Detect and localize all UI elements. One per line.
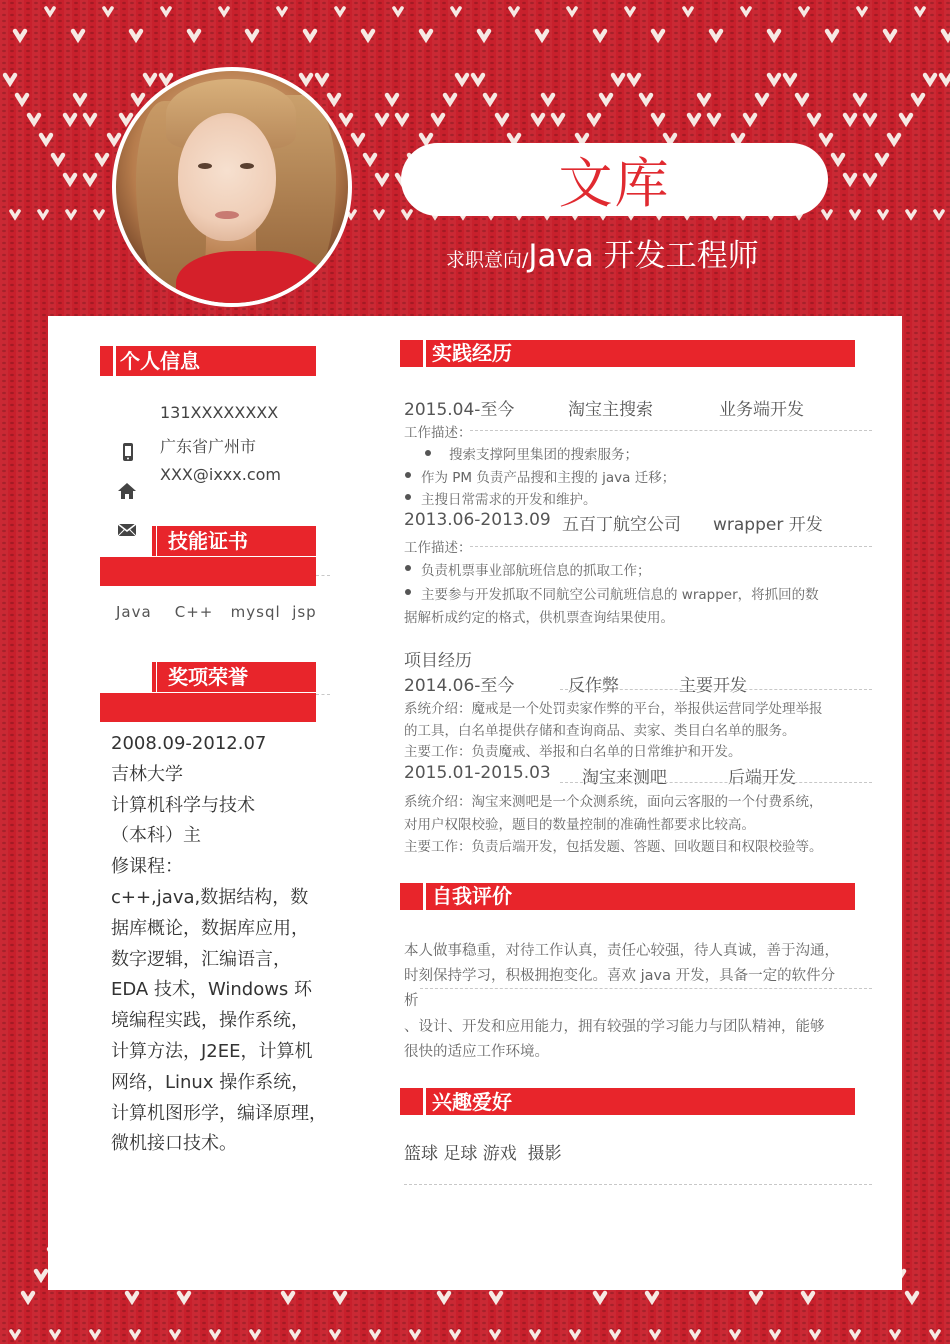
divider	[404, 1184, 872, 1185]
job2-bullet-1: 负责机票事业部航班信息的抓取工作；	[421, 563, 651, 579]
mail-icon	[117, 520, 137, 540]
job-intent-title: Java 开发工程师	[528, 238, 759, 274]
proj2-date: 2015.01-2015.03	[404, 763, 551, 783]
section-mark	[423, 340, 426, 367]
section-bar-awards-lower	[100, 693, 316, 722]
profile-photo	[112, 67, 352, 307]
section-title-personal: 个人信息	[120, 349, 200, 373]
job2-desc-label: 工作描述：	[404, 540, 472, 556]
education-line: 计算方法，J2EE，计算机	[111, 1041, 313, 1062]
self-eval-line-1: 本人做事稳重，对待工作认真，责任心较强，待人真诚，善于沟通，	[404, 943, 839, 959]
project-label: 项目经历	[404, 651, 472, 671]
proj2-role: 后端开发	[728, 768, 796, 788]
education-line: （本科）主	[111, 825, 201, 847]
section-mark	[113, 346, 116, 376]
job2-company: 五百丁航空公司	[562, 515, 681, 535]
education-line: 2008.09-2012.07	[111, 733, 267, 754]
education-line: c++,java,数据结构，数	[111, 887, 309, 908]
bullet	[405, 565, 411, 571]
section-title-skills: 技能证书	[168, 529, 248, 553]
section-bar-skills-lower	[100, 557, 316, 586]
self-eval-line-5: 很快的适应工作环境。	[404, 1044, 549, 1060]
proj1-date: 2014.06-至今	[404, 676, 515, 696]
hobbies-list: 篮球 足球 游戏 摄影	[404, 1144, 562, 1164]
divider	[560, 689, 872, 690]
job2-role: wrapper 开发	[713, 515, 823, 535]
education-line: 网络，Linux 操作系统，	[111, 1071, 310, 1093]
job1-bullet-1: 搜索支撑阿里集团的搜索服务；	[449, 447, 638, 463]
section-mark	[423, 883, 426, 910]
job-intent-label: 求职意向/	[446, 249, 529, 271]
job1-bullet-2: 作为 PM 负责产品搜和主搜的 java 迁移；	[421, 470, 676, 486]
bullet	[405, 494, 411, 500]
education-line: 吉林大学	[111, 763, 183, 785]
job1-bullet-3: 主搜日常需求的开发和维护。	[421, 492, 597, 508]
job1-date: 2015.04-至今	[404, 400, 515, 420]
education-line: 修课程：	[111, 856, 183, 878]
education-line: 计算机图形学，编译原理，	[111, 1102, 327, 1124]
education-line: 计算机科学与技术	[111, 794, 255, 816]
section-title-practice: 实践经历	[432, 341, 512, 365]
job-intent	[446, 230, 759, 275]
name-banner	[401, 143, 828, 216]
home-icon	[117, 481, 137, 501]
section-mark	[423, 1088, 426, 1115]
bullet	[425, 450, 431, 456]
education-line: 数字逻辑，汇编语言，	[111, 948, 291, 970]
section-mark	[152, 526, 156, 556]
section-title-self-eval: 自我评价	[432, 884, 512, 908]
address: 广东省广州市	[160, 437, 257, 456]
divider	[470, 430, 872, 431]
proj2-line-2: 对用户权限校验，题目的数量控制的准确性都要求比较高。	[404, 817, 755, 833]
job1-desc-label: 工作描述：	[404, 425, 472, 441]
proj2-name: 淘宝来测吧	[582, 768, 667, 788]
self-eval-line-3: 析	[404, 993, 419, 1009]
self-eval-line-4: 、设计、开发和应用能力，拥有较强的学习能力与团队精神，能够	[404, 1019, 825, 1035]
skills-list: Java C++ mysql jsp	[116, 603, 317, 621]
phone-icon	[118, 442, 138, 462]
education-line: 微机接口技术。	[111, 1133, 237, 1155]
job2-date: 2013.06-2013.09	[404, 510, 551, 530]
proj2-line-3: 主要工作：负责后端开发，包括发题、答题、回收题目和权限校验等。	[404, 839, 823, 855]
divider	[470, 546, 872, 547]
bullet	[405, 472, 411, 478]
education-line: 境编程实践，操作系统，	[111, 1010, 309, 1032]
candidate-name: 文库	[558, 152, 671, 215]
proj1-role: 主要开发	[679, 676, 747, 696]
job1-role: 业务端开发	[719, 400, 804, 420]
bullet	[405, 589, 411, 595]
divider	[560, 782, 872, 783]
self-eval-line-2: 时刻保持学习，积极拥抱变化。喜欢 java 开发，具备一定的软件分	[404, 968, 836, 984]
divider	[316, 694, 330, 695]
education-line: EDA 技术，Windows 环	[111, 979, 313, 1001]
section-mark	[152, 662, 156, 692]
email: XXX@ixxx.com	[160, 465, 281, 484]
section-title-hobbies: 兴趣爱好	[432, 1090, 512, 1114]
proj1-line-3: 主要工作：负责魔戒、举报和白名单的日常维护和开发。	[404, 744, 742, 760]
divider	[420, 988, 872, 989]
job2-bullet-2: 主要参与开发抓取不同航空公司航班信息的 wrapper，将抓回的数	[421, 587, 819, 603]
proj1-name: 反作弊	[568, 676, 619, 696]
phone-number: 131XXXXXXXX	[160, 403, 279, 422]
divider	[316, 575, 330, 576]
proj1-line-2: 的工具，白名单提供存储和查询商品、卖家、类目白名单的服务。	[404, 723, 796, 739]
job2-bullet-2-cont: 据解析成约定的格式，供机票查询结果使用。	[404, 610, 674, 626]
education-line: 据库概论，数据库应用，	[111, 917, 309, 939]
proj2-line-1: 系统介绍：淘宝来测吧是一个众测系统，面向云客服的一个付费系统，	[404, 794, 823, 810]
section-title-awards: 奖项荣誉	[168, 665, 248, 689]
job1-company: 淘宝主搜索	[568, 400, 653, 420]
proj1-line-1: 系统介绍：魔戒是一个处罚卖家作弊的平台，举报供运营同学处理举报	[404, 701, 823, 717]
